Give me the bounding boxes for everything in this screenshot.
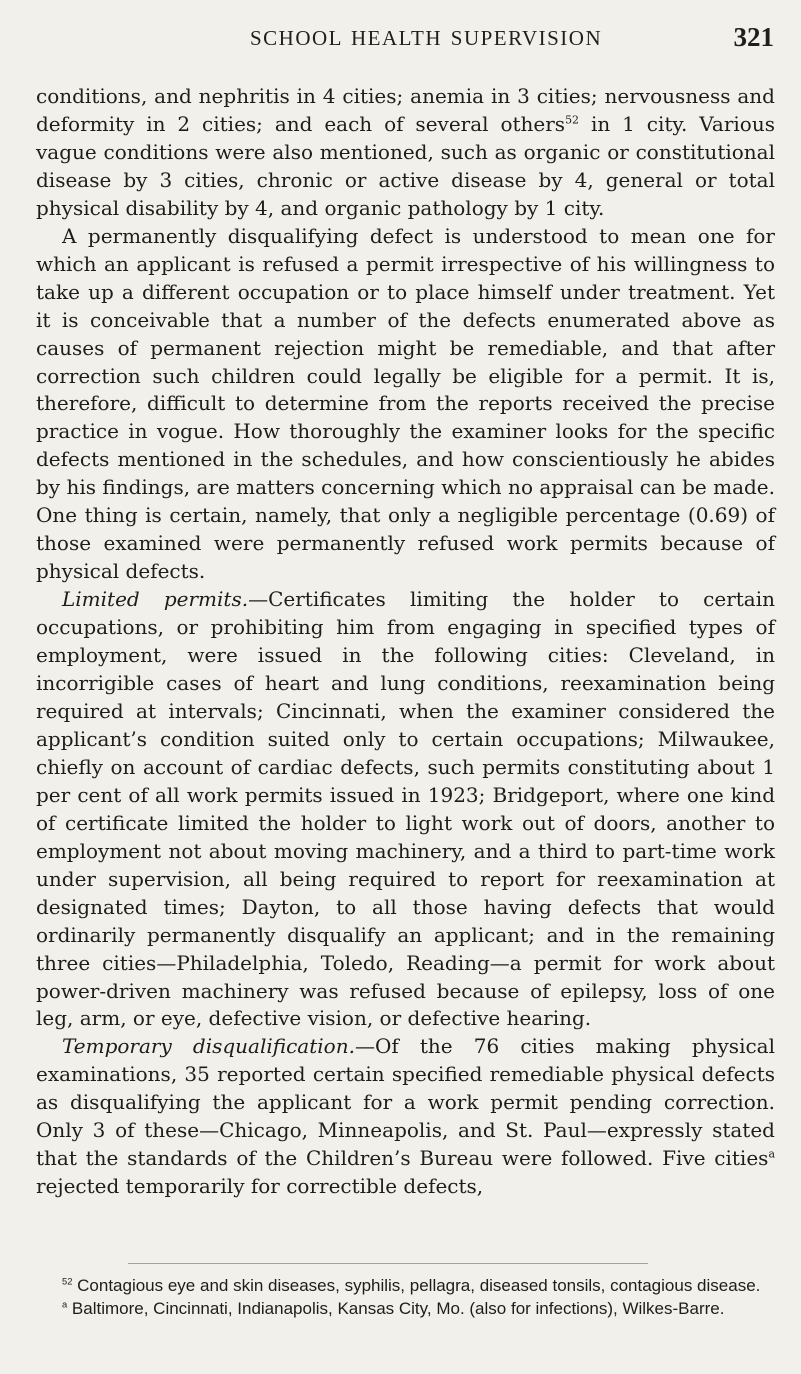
footnote-reference: 52: [565, 113, 580, 127]
paragraph-limited-permits: [36, 586, 775, 1033]
footnote-mark: a: [62, 1299, 68, 1310]
paragraph-text: —Certificates limiting the holder to certain occupations, or prohibiting him from engaging in specified types of employment, were issued in the following cities: Cleveland, in incorrigible cases of heart and lung conditions, reexamination being required at intervals; Cincinnati, when the examiner considered the applicant’s condition suited only to certain occupations; Milwaukee, chiefly on account of cardiac defects, such permits constituting about 1 per cent of all work permits issued in 1923; Bridgeport, where one kind of certificate limited the holder to light work out of doors, another to employment not about moving machinery, and a third to part-time work under supervision, all being required to report for reexamination at designated times; Dayton, to all those having defects that would ordinarily permanently disqualify an applicant; and in the remaining three cities—Philadelphia, Toledo, Reading—a permit for work about power-driven machinery was refused because of epilepsy, loss of one leg, arm, or eye, defective vision, or defective hearing.: [36, 587, 775, 1031]
footnote-divider: [128, 1263, 648, 1264]
section-run-in-heading: Temporary disqualification.: [62, 1034, 355, 1059]
paragraph-text: rejected temporarily for correctible defects,: [36, 1174, 484, 1199]
paragraph-text: in 1 city. Various vague conditions were also mentioned, such as organic or constitutional disease by 3 cities, chronic or active disease by 4, general or total physical disability by 4, and organic pathology by 1 city.: [36, 111, 775, 220]
paragraph-text: conditions, and nephritis in 4 cities; anemia in 3 cities; nervousness and deformity in 2 cities; and each of several others: [36, 84, 775, 136]
paragraph-permanent-defect: A permanently disqualifying defect is understood to mean one for which an applicant is refused a permit irrespective of his willingness to take up a different occupation or to place himself under treatment. Yet it is conceivable that a number of the defects enumerated above as causes of permanent rejection might be remediable, and that after correction such children could legally be eligible for a permit. It is, therefore, difficult to determine from the reports received the precise practice in vogue. How thoroughly the examiner looks for the specific defects mentioned in the schedules, and how conscientiously he abides by his findings, are matters concerning which no appraisal can be made. One thing is certain, namely, that only a negligible percentage (0.69) of those examined were permanently refused work permits because of physical defects.: [36, 223, 775, 584]
paragraph-text: —Of the 76 cities making physical examinations, 35 reported certain specified remediable physical defects as disqualifying the applicant for a work permit pending correction. Only 3 of these—Chicago, Minneapolis, and St. Paul—expressly stated that the standards of the Children’s Bureau were followed. Five cities: [36, 1034, 775, 1171]
running-head: SCHOOL HEALTH SUPERVISION: [250, 26, 603, 50]
page-number: 321: [733, 22, 774, 52]
footnote: [36, 1297, 775, 1320]
footnote-mark: 52: [62, 1276, 73, 1287]
main-text: [36, 83, 775, 1201]
paragraph-continued: [36, 83, 775, 223]
paragraph-temporary-disqualification: [36, 1033, 775, 1201]
footnote-text: Baltimore, Cincinnati, Indianapolis, Kansas City, Mo. (also for infections), Wilkes-Barre.: [67, 1299, 725, 1319]
footnotes: [36, 1274, 775, 1320]
footnote-text: Contagious eye and skin diseases, syphilis, pellagra, diseased tonsils, contagious disease.: [72, 1276, 761, 1295]
page-header: [250, 22, 790, 54]
section-run-in-heading: Limited permits.: [62, 587, 249, 612]
footnote: [36, 1274, 775, 1297]
footnote-reference: a: [768, 1147, 775, 1161]
